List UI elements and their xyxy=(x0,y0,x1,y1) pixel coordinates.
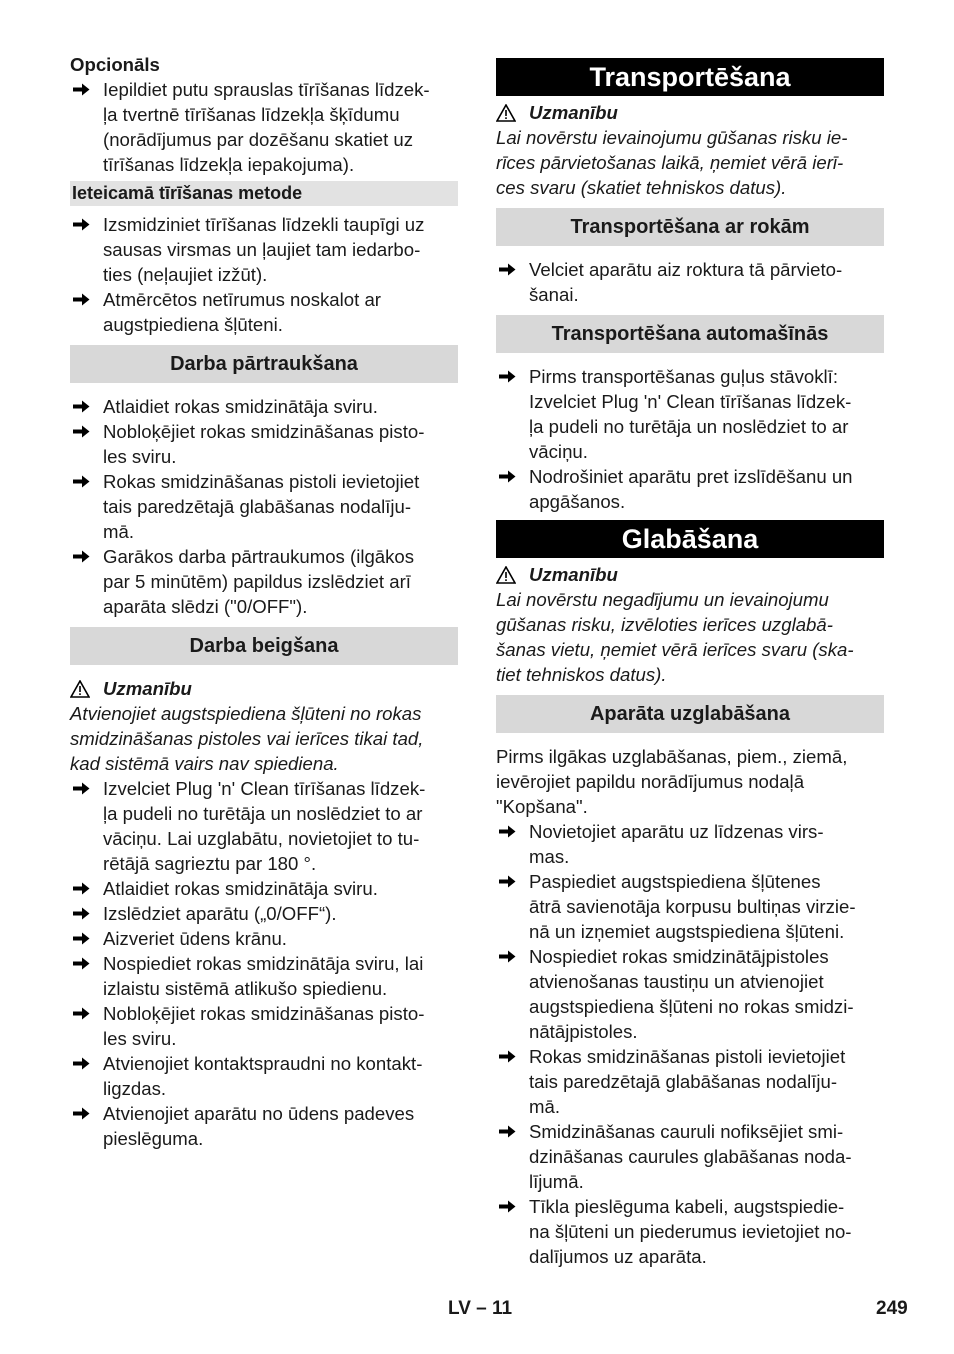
list-item-text: Atlaidiet rokas smidzinātāja sviru. xyxy=(103,396,378,417)
end-warning-title xyxy=(70,676,458,701)
storage-warning-label: Uzmanību xyxy=(529,564,618,585)
pause-list xyxy=(70,394,458,619)
list-item xyxy=(70,901,458,926)
list-item xyxy=(70,876,458,901)
arrow-bullet-icon xyxy=(73,469,95,494)
method-heading: Ieteicamā tīrīšanas metode xyxy=(70,181,458,206)
list-item xyxy=(70,212,458,287)
list-item-text: Nospiediet rokas smidzinātājpistoles atvienošanas taustiņu un atvienojiet augstspiediena šļūteni no rokas smidzi- nātājpistoles. xyxy=(529,946,854,1042)
arrow-bullet-icon xyxy=(499,944,521,969)
list-item xyxy=(70,776,458,876)
list-item-text: Paspiediet augstspiediena šļūtenes ātrā savienotāja korpusu bultiņas virzie- nā un izņemiet augstspiediena šļūteni. xyxy=(529,871,856,942)
end-list xyxy=(70,776,458,1151)
page-label: LV – 11 xyxy=(448,1298,513,1319)
arrow-bullet-icon xyxy=(73,951,95,976)
storage-warning-text: Lai novērstu negadījumu un ievainojumu gūšanas risku, izvēloties ierīces uzglabā- šanas vietu, ņemiet vērā ierīces svaru (ska- tiet tehniskos datus). xyxy=(496,589,854,685)
list-item xyxy=(70,544,458,619)
arrow-bullet-icon xyxy=(73,876,95,901)
arrow-bullet-icon xyxy=(499,257,521,282)
arrow-bullet-icon xyxy=(73,287,95,312)
arrow-bullet-icon xyxy=(73,1001,95,1026)
hand-transport-list xyxy=(496,257,884,307)
end-warning-label: Uzmanību xyxy=(103,678,192,699)
list-item-text: Rokas smidzināšanas pistoli ievietojiet tais paredzētajā glabāšanas nodalīju- mā. xyxy=(529,1046,846,1117)
list-item xyxy=(496,1044,884,1119)
list-item xyxy=(70,951,458,1001)
device-storage-list xyxy=(496,819,884,1269)
list-item xyxy=(70,77,458,177)
list-item-text: Izslēdziet aparātu („0/OFF“). xyxy=(103,903,337,924)
list-item xyxy=(496,869,884,944)
arrow-bullet-icon xyxy=(73,1101,95,1126)
arrow-bullet-icon xyxy=(499,1119,521,1144)
list-item-text: Iepildiet putu sprauslas tīrīšanas līdzek- ļa tvertnē tīrīšanas līdzekļa šķīdumu (norādījumus par dozēšanu skatiet uz tīrīšanas līdzekļa iepakojuma). xyxy=(103,79,430,175)
list-item xyxy=(70,469,458,544)
list-item-text: Novietojiet aparātu uz līdzenas virs- mas. xyxy=(529,821,824,867)
arrow-bullet-icon xyxy=(499,364,521,389)
list-item xyxy=(496,944,884,1044)
list-item xyxy=(70,287,458,337)
storage-heading: Glabāšana xyxy=(496,520,884,558)
arrow-bullet-icon xyxy=(73,1051,95,1076)
transport-heading: Transportēšana xyxy=(496,58,884,96)
list-item xyxy=(496,1119,884,1194)
arrow-bullet-icon xyxy=(73,77,95,102)
list-item-text: Izvelciet Plug 'n' Clean tīrīšanas līdzek- ļa pudeli no turētāja un noslēdziet to ar vāciņu. Lai uzglabātu, novietojiet to tu- rētājā sagrieztu par 180 °. xyxy=(103,778,426,874)
list-item-text: Izsmidziniet tīrīšanas līdzekli taupīgi uz sausas virsmas un ļaujiet tam iedarbo- ties (neļaujiet izžūt). xyxy=(103,214,425,285)
list-item xyxy=(70,1001,458,1051)
list-item-text: Nobloķējiet rokas smidzināšanas pisto- les sviru. xyxy=(103,421,425,467)
right-column xyxy=(496,58,884,1269)
list-item xyxy=(70,1101,458,1151)
left-column xyxy=(70,52,458,1151)
vehicle-transport-list xyxy=(496,364,884,514)
transport-warning-title xyxy=(496,100,884,125)
device-storage-intro: Pirms ilgākas uzglabāšanas, piem., ziemā, ievērojiet papildu norādījumus nodaļā "Kopšana". xyxy=(496,746,848,817)
list-item-text: Garākos darba pārtraukumos (ilgākos par 5 minūtēm) papildus izslēdziet arī aparāta slēdzi ("0/OFF"). xyxy=(103,546,415,617)
device-storage-heading: Aparāta uzglabāšana xyxy=(496,695,884,733)
list-item xyxy=(70,1051,458,1101)
pause-heading: Darba pārtraukšana xyxy=(70,345,458,383)
list-item xyxy=(70,394,458,419)
list-item xyxy=(496,1194,884,1269)
list-item-text: Atvienojiet kontaktspraudni no kontakt- ligzdas. xyxy=(103,1053,423,1099)
list-item-text: Pirms transportēšanas guļus stāvoklī: Izvelciet Plug 'n' Clean tīrīšanas līdzek- ļa pudeli no turētāja un noslēdziet to ar vāciņu. xyxy=(529,366,852,462)
list-item-text: Smidzināšanas cauruli nofiksējiet smi- dzināšanas caurules glabāšanas noda- lījumā. xyxy=(529,1121,852,1192)
list-item-text: Aizveriet ūdens krānu. xyxy=(103,928,287,949)
end-heading: Darba beigšana xyxy=(70,627,458,665)
arrow-bullet-icon xyxy=(499,1044,521,1069)
arrow-bullet-icon xyxy=(73,419,95,444)
list-item xyxy=(496,464,884,514)
arrow-bullet-icon xyxy=(73,776,95,801)
list-item-text: Rokas smidzināšanas pistoli ievietojiet tais paredzētajā glabāšanas nodalīju- mā. xyxy=(103,471,420,542)
arrow-bullet-icon xyxy=(499,819,521,844)
list-item-text: Atvienojiet aparātu no ūdens padeves pieslēguma. xyxy=(103,1103,415,1149)
arrow-bullet-icon xyxy=(73,394,95,419)
method-list xyxy=(70,212,458,337)
arrow-bullet-icon xyxy=(499,464,521,489)
optional-list xyxy=(70,77,458,177)
transport-warning-text: Lai novērstu ievainojumu gūšanas risku ie- rīces pārvietošanas laikā, ņemiet vērā ierī- ces svaru (skatiet tehniskos datus). xyxy=(496,127,848,198)
arrow-bullet-icon xyxy=(73,926,95,951)
list-item-text: Atmērcētos netīrumus noskalot ar augstpiediena šļūteni. xyxy=(103,289,381,335)
warning-triangle-icon xyxy=(496,565,518,585)
list-item xyxy=(496,257,884,307)
list-item-text: Velciet aparātu aiz roktura tā pārvieto- šanai. xyxy=(529,259,843,305)
hand-transport-heading: Transportēšana ar rokām xyxy=(496,208,884,246)
transport-warning-label: Uzmanību xyxy=(529,102,618,123)
list-item-text: Nobloķējiet rokas smidzināšanas pisto- les sviru. xyxy=(103,1003,425,1049)
arrow-bullet-icon xyxy=(73,212,95,237)
list-item-text: Nospiediet rokas smidzinātāja sviru, lai izlaistu sistēmā atlikušo spiedienu. xyxy=(103,953,424,999)
list-item xyxy=(496,364,884,464)
end-warning-text: Atvienojiet augstspiediena šļūteni no rokas smidzināšanas pistoles vai ierīces tikai tad, kad sistēmā vairs nav spiediena. xyxy=(70,703,424,774)
warning-triangle-icon xyxy=(70,679,92,699)
arrow-bullet-icon xyxy=(73,901,95,926)
page-number: 249 xyxy=(876,1298,908,1319)
warning-triangle-icon xyxy=(496,103,518,123)
list-item xyxy=(496,819,884,869)
storage-warning-title xyxy=(496,562,884,587)
list-item-text: Atlaidiet rokas smidzinātāja sviru. xyxy=(103,878,378,899)
list-item-text: Tīkla pieslēguma kabeli, augstspiedie- na šļūteni un piederumus ievietojiet no- dalījumos uz aparāta. xyxy=(529,1196,852,1267)
arrow-bullet-icon xyxy=(499,1194,521,1219)
arrow-bullet-icon xyxy=(73,544,95,569)
vehicle-transport-heading: Transportēšana automašīnās xyxy=(496,315,884,353)
list-item-text: Nodrošiniet aparātu pret izslīdēšanu un apgāšanos. xyxy=(529,466,853,512)
list-item xyxy=(70,419,458,469)
arrow-bullet-icon xyxy=(499,869,521,894)
list-item xyxy=(70,926,458,951)
optional-heading: Opcionāls xyxy=(70,54,160,75)
